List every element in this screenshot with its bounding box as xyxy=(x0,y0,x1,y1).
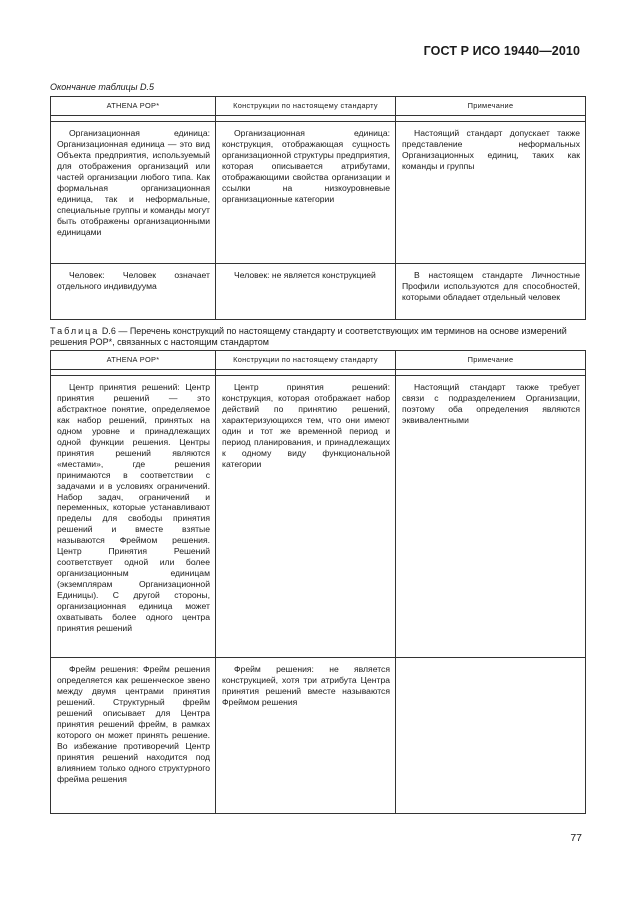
table-cell: Фрейм решения: не является конструкцией, хотя три атрибута Центра принятия решений вместе называются Фреймом решения xyxy=(216,658,396,814)
table-row xyxy=(51,658,586,814)
table-cell: Человек: не является конструкцией xyxy=(216,264,396,320)
column-header-constructs: Конструкции по настоящему стандарту xyxy=(216,97,396,116)
table-row xyxy=(51,122,586,264)
column-header-note: Примечание xyxy=(396,351,586,370)
column-header-note: Примечание xyxy=(396,97,586,116)
table-d6 xyxy=(50,350,586,814)
table-cell xyxy=(396,658,586,814)
table-cell: Организационная единица: Организационная единица — это вид Объекта предприятия, используемый для отображения организаций или частей организации любого типа. Как формальная организационная единица, так и неформальные, специальные группы и команды могут быть отображены организационными единицами xyxy=(51,122,216,264)
table-row xyxy=(51,376,586,658)
table-d6-caption-text: D.6 — Перечень конструкций по настоящему стандарту и соответствующих им терминов на основе измерений решения POP*, связанных с настоящим стандартом xyxy=(50,326,567,347)
table-d5 xyxy=(50,96,586,320)
table-cell: Фрейм решения: Фрейм решения определяется как решенческое звено между двумя центрами принятия решений. Структурный фрейм решений описывает для Центра принятия решений фрейм, в рамках которого он может принять решение. Во избежание противоречий Центр принятия решений находится под влиянием только одного структурного фрейма решения xyxy=(51,658,216,814)
table-cell: Настоящий стандарт допускает также представление неформальных Организационных единиц, таких как команды и группы xyxy=(396,122,586,264)
table-d6-caption-prefix: Таблица xyxy=(50,326,100,336)
page-number: 77 xyxy=(570,832,582,844)
column-header-constructs: Конструкции по настоящему стандарту xyxy=(216,351,396,370)
table-header-row xyxy=(51,97,586,116)
table-d6-caption xyxy=(50,326,585,348)
standard-designation: ГОСТ Р ИСО 19440—2010 xyxy=(423,44,580,58)
table-cell: Организационная единица: конструкция, отображающая сущность организационной структуры предприятия, которая описывается атрибутами, отображающими свойства организации и ссылки на низкоуровневые организационные категории xyxy=(216,122,396,264)
table-cell: Человек: Человек означает отдельного индивидуума xyxy=(51,264,216,320)
table-cell: Настоящий стандарт также требует связи с подразделением Организации, поэтому оба определения являются эквивалентными xyxy=(396,376,586,658)
table-cell: Центр принятия решений: конструкция, которая отображает набор действий по принятию решений, характеризующихся тем, что они имеют один и тот же временной период и период планирования, и принадлежащих к одному виду функциональной категории xyxy=(216,376,396,658)
table-d5-caption: Окончание таблицы D.5 xyxy=(50,82,154,92)
column-header-athena: ATHENA POP* xyxy=(51,97,216,116)
table-cell: В настоящем стандарте Личностные Профили используются для способностей, которыми обладает отдельный человек xyxy=(396,264,586,320)
table-cell: Центр принятия решений: Центр принятия решений — это абстрактное понятие, определяемое как набор решений, принятых на одном уровне и принадлежащих одной функции решения. Центры принятия решений являются «местами», где решения принимаются в соответствии с задачами и в условиях ограничений. Набор задач, ограничений и переменных, которые устанавливают пределы для свободы принятия решений и вместе взятые называются Фреймом решения. Центр Принятия Решений соответствует одной или более организационным единицам (экземплярам Организационной Единицы). С другой стороны, организационная единица может охватывать более одного центра принятия решений xyxy=(51,376,216,658)
table-row xyxy=(51,264,586,320)
column-header-athena: ATHENA POP* xyxy=(51,351,216,370)
table-header-row xyxy=(51,351,586,370)
